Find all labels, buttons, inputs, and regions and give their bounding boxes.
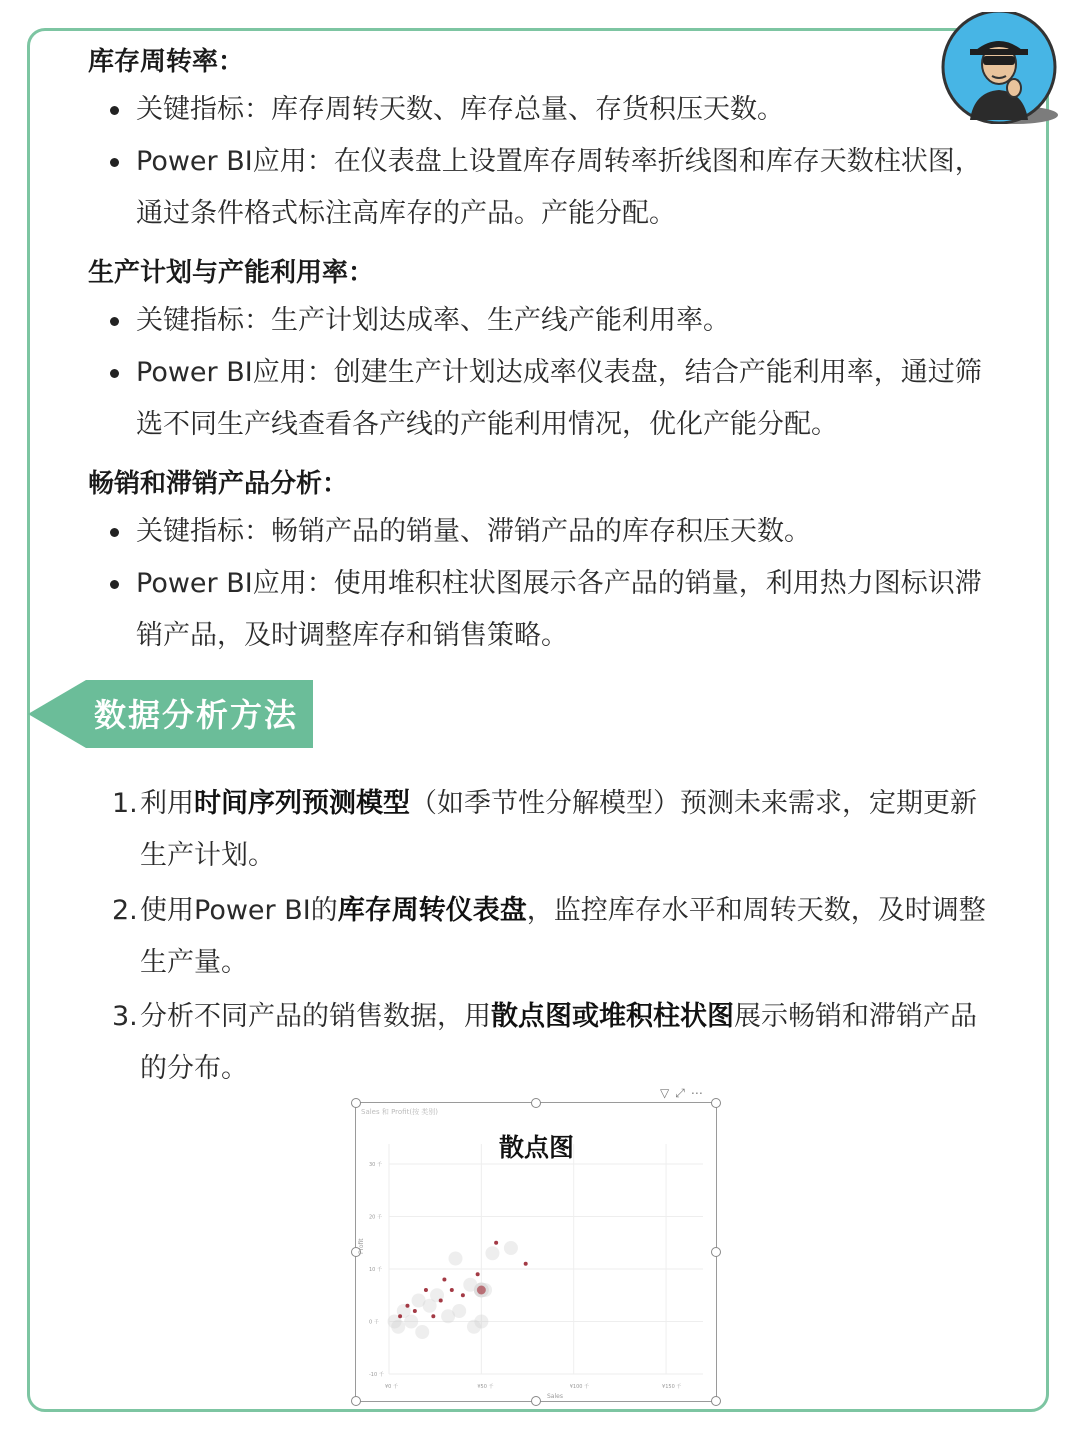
scatter-point[interactable] [504,1241,518,1255]
scatter-point[interactable] [413,1309,417,1313]
x-tick-label: ¥100 千 [569,1384,590,1390]
method-item-3: 3. 分析不同产品的销售数据，用散点图或堆积柱状图展示畅销和滞销产品的分布。 [112,1001,977,1084]
list-item: Power BI应用：使用堆积柱状图展示各产品的销量，利用热力图标识滞销产品，及时调整库存和销售策略。 [110,558,1000,662]
scatter-point[interactable] [439,1299,443,1303]
list-item: 关键指标：库存周转天数、库存总量、存货积压天数。 [110,84,1000,136]
bullet-dot [110,369,119,378]
y-tick-label: 30 千 [369,1162,382,1168]
y-tick-label: 10 千 [369,1267,382,1273]
scatter-point[interactable] [450,1288,454,1292]
scatter-point[interactable] [524,1262,528,1266]
focus-mode-icon[interactable]: ⤢ [675,1086,691,1100]
y-tick-label: -10 千 [369,1372,384,1378]
section-title-inventory-turnover: 库存周转率： [88,47,245,77]
scatter-point-selected[interactable] [475,1284,487,1296]
scatter-point[interactable] [404,1315,418,1329]
bullet-dot [110,106,119,115]
chart-title: 散点图 [499,1133,575,1162]
filter-icon[interactable]: ▽ [660,1086,676,1100]
list-item: 关键指标：生产计划达成率、生产线产能利用率。 [110,295,1000,347]
scatter-point[interactable] [442,1278,446,1282]
list-item: Power BI应用：创建生产计划达成率仪表盘，结合产能利用率，通过筛选不同生产线查看各产线的产能利用情况，优化产能分配。 [110,347,1000,451]
more-options-icon[interactable]: ⋯ [690,1086,709,1100]
list-item: Power BI应用：在仪表盘上设置库存周转率折线图和库存天数柱状图，通过条件格式标注高库存的产品。产能分配。 [110,136,1000,240]
section-title-production-plan: 生产计划与产能利用率： [88,258,375,288]
method-item-1: 1. 利用时间序列预测模型（如季节性分解模型）预测未来需求，定期更新生产计划。 [112,788,977,871]
scatter-point[interactable] [398,1314,402,1318]
banner-title: 数据分析方法 [94,696,299,734]
scatter-point[interactable] [461,1293,465,1297]
scatter-point[interactable] [424,1288,428,1292]
chart-toolbar [660,1086,709,1101]
scatter-point[interactable] [415,1325,429,1339]
scatter-point[interactable] [391,1320,405,1334]
bullet-dot [110,528,119,537]
y-axis-label: Profit [358,1238,365,1254]
list-item: 关键指标：畅销产品的销量、滞销产品的库存积压天数。 [110,506,1000,558]
bullet-dot [110,158,119,167]
scatter-point[interactable] [405,1304,409,1308]
scatter-point[interactable] [474,1315,488,1329]
x-tick-label: ¥50 千 [477,1384,494,1390]
y-tick-label: 0 千 [369,1319,379,1326]
scatter-point[interactable] [431,1314,435,1318]
method-item-2: 2. 使用Power BI的库存周转仪表盘，监控库存水平和周转天数，及时调整生产量。 [112,895,986,978]
x-tick-label: ¥150 千 [662,1384,682,1390]
scatter-point[interactable] [494,1241,498,1245]
section-title-product-analysis: 畅销和滞销产品分析： [88,469,349,499]
x-axis-label: Sales [547,1393,563,1400]
scatter-point[interactable] [448,1252,462,1266]
bullet-dot [110,317,119,326]
scatter-point[interactable] [476,1272,480,1276]
bullet-dot [110,580,119,589]
scatter-point[interactable] [452,1304,466,1318]
chart-subtitle: Sales 和 Profit(按 类别) [361,1108,439,1116]
x-tick-label: ¥0 千 [385,1384,398,1390]
y-tick-label: 20 千 [369,1214,382,1221]
scatter-point[interactable] [485,1246,499,1260]
